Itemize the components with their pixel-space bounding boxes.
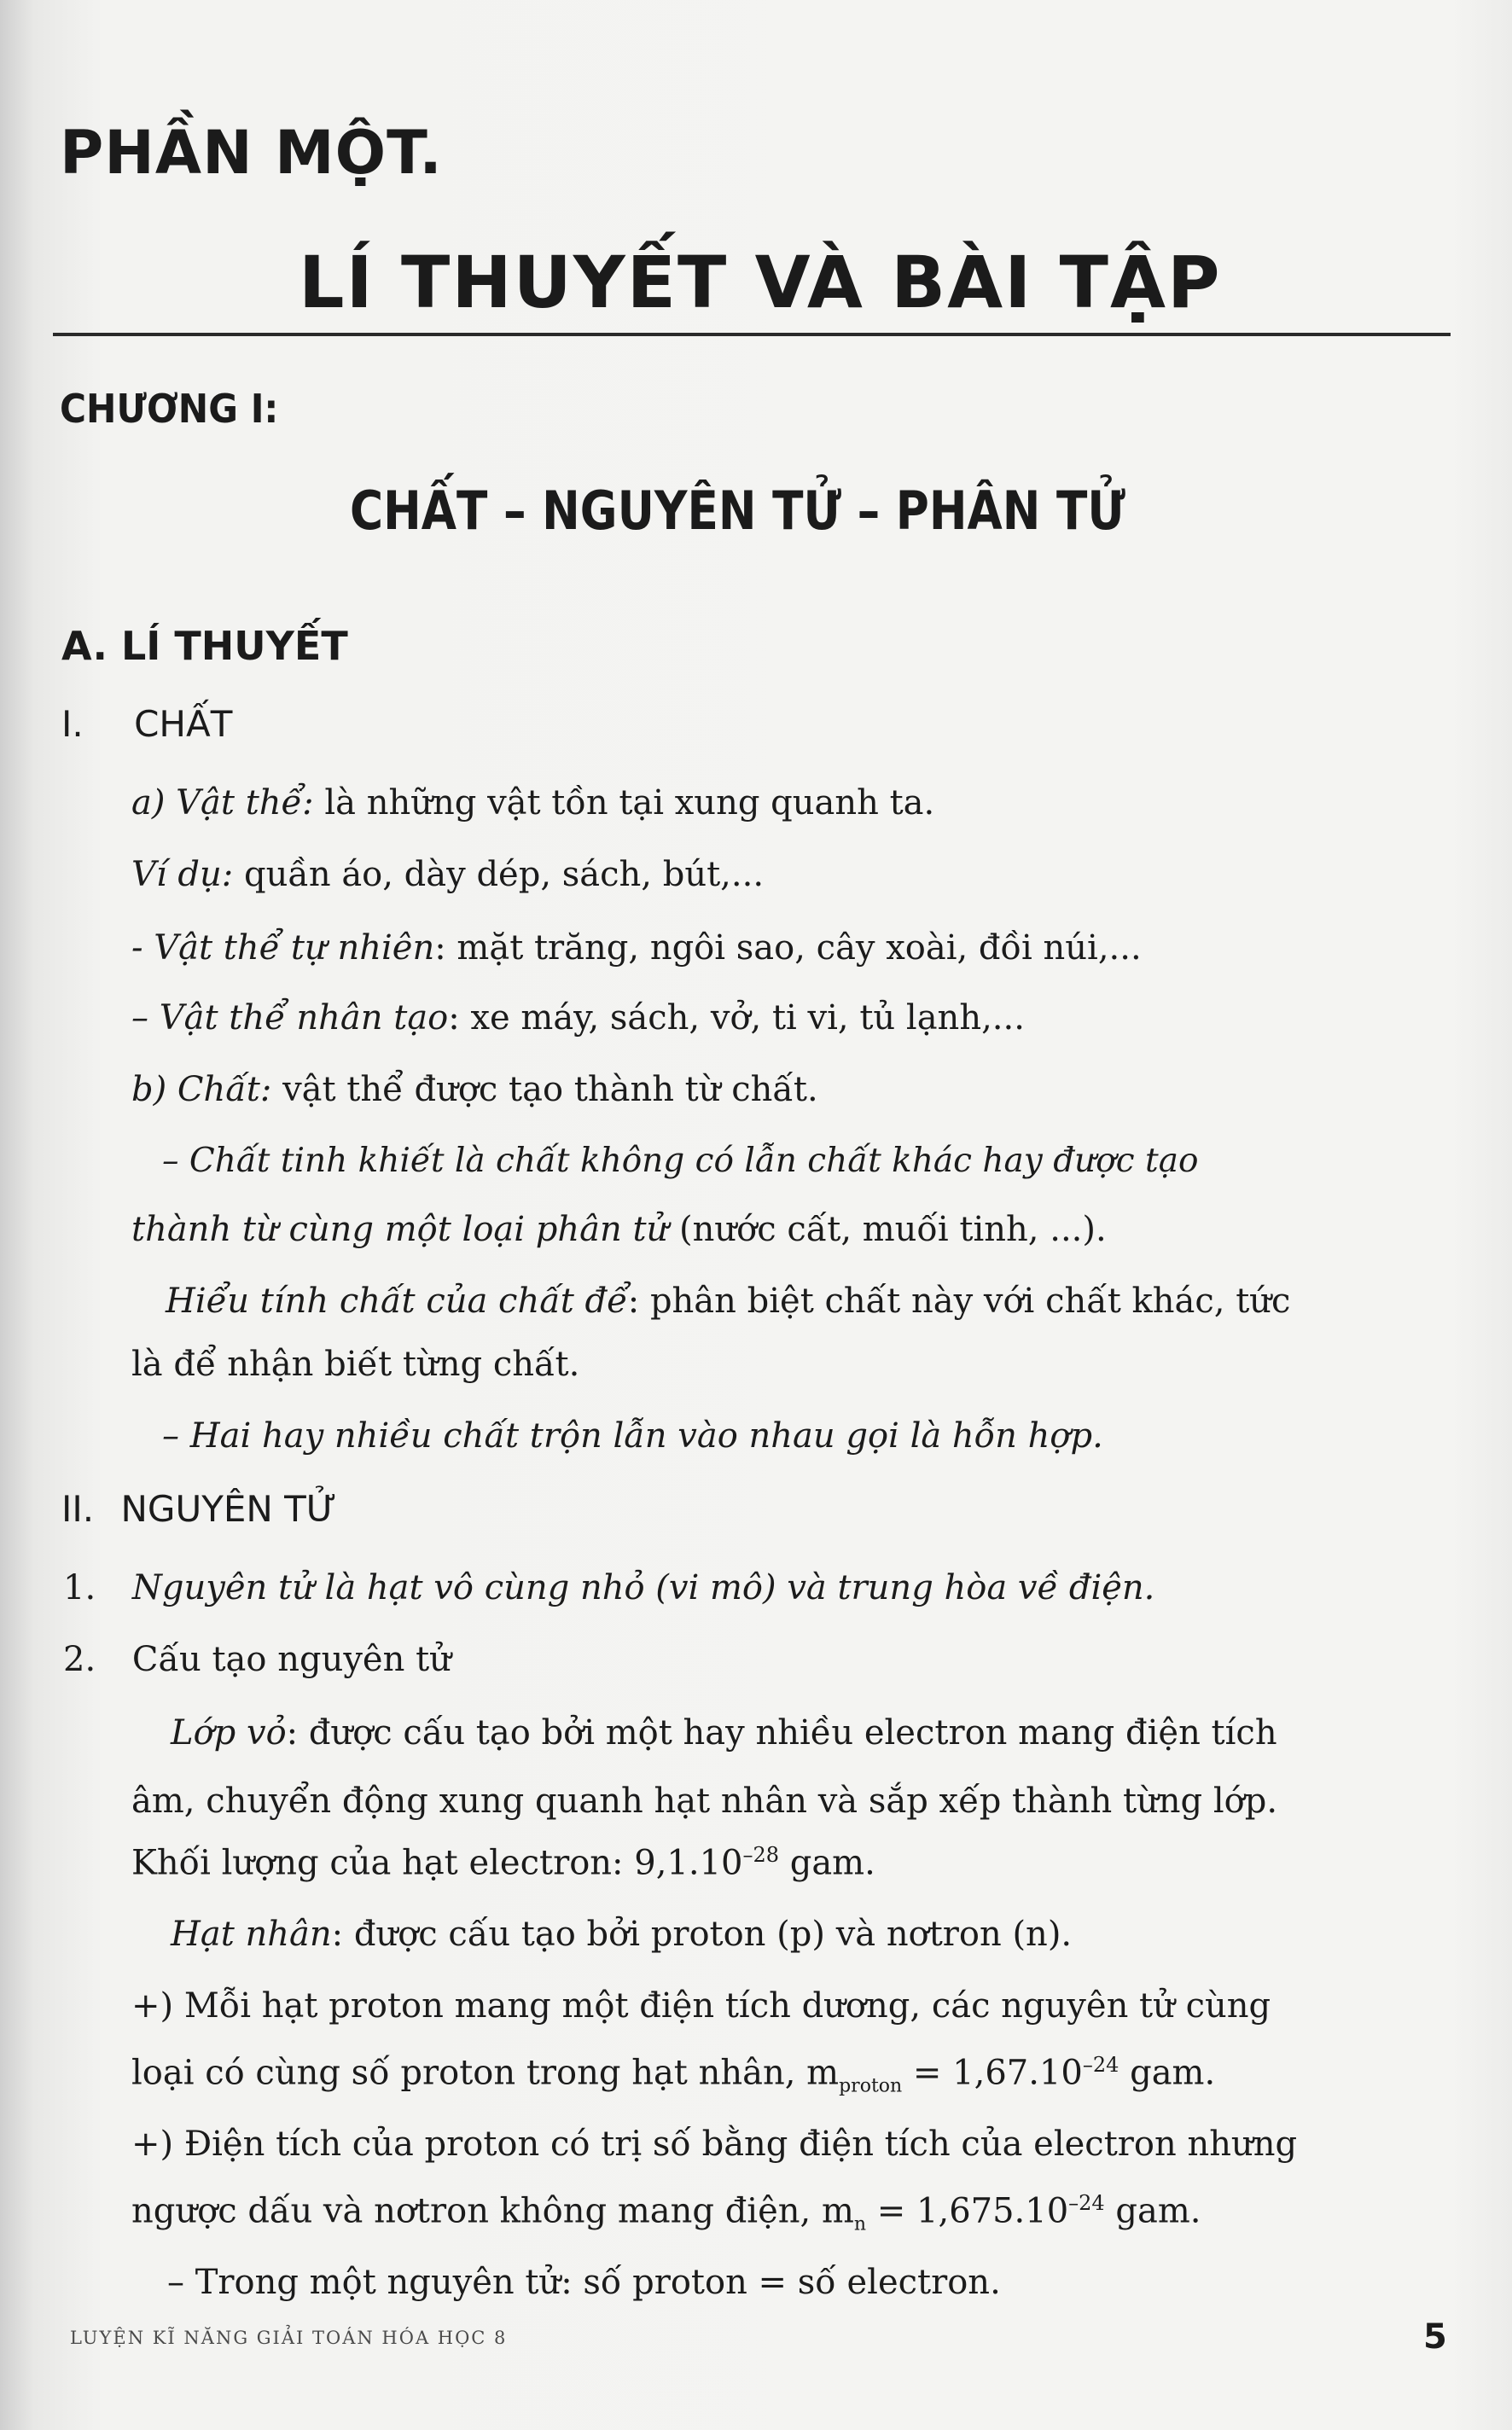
- object-label: a) Vật thể:: [131, 783, 314, 823]
- example-text: quần áo, dày dép, sách, bút,...: [233, 855, 765, 894]
- property-italic: Hiểu tính chất của chất để: [166, 1282, 628, 1321]
- natural-label: - Vật thể tự nhiên: [131, 928, 435, 968]
- page-number: 5: [1423, 2317, 1447, 2357]
- property-rest: : phân biệt chất này với chất khác, tức: [627, 1282, 1291, 1321]
- charge-line-2: [131, 2191, 1201, 2235]
- footer-book-title: LUYỆN KĨ NĂNG GIẢI TOÁN HÓA HỌC 8: [70, 2328, 508, 2348]
- neutron-subscript: n: [853, 2213, 867, 2235]
- atom-item-1: [63, 1568, 1154, 1607]
- pure-rest: (nước cất, muối tinh, ...).: [668, 1210, 1107, 1249]
- heading-number: I.: [61, 703, 84, 745]
- main-title: LÍ THUYẾT VÀ BÀI TẬP: [299, 241, 1222, 324]
- item-text: Nguyên tử là hạt vô cùng nhỏ (vi mô) và trung hòa về điện.: [131, 1568, 1155, 1607]
- property-line-2: là để nhận biết từng chất.: [131, 1345, 580, 1384]
- proton-value: = 1,67.10: [902, 2053, 1083, 2093]
- artificial-label: – Vật thể nhân tạo: [131, 998, 449, 1038]
- shell-label: Lớp vỏ: [171, 1713, 287, 1753]
- section-atom-heading: [61, 1488, 337, 1530]
- pure-substance-line-2: [131, 1210, 1107, 1249]
- electron-mass-unit: gam.: [779, 1843, 875, 1883]
- atom-item-2: [63, 1640, 451, 1679]
- charge-line-1: +) Điện tích của proton có trị số bằng điện tích của electron nhưng: [131, 2125, 1298, 2164]
- pure-substance-line-1: – Chất tinh khiết là chất không có lẫn chất khác hay được tạo: [162, 1142, 1199, 1180]
- shell-text: : được cấu tạo bởi một hay nhiều electron mang điện tích: [286, 1713, 1277, 1753]
- shell-line-2: âm, chuyển động xung quanh hạt nhân và sắp xếp thành từng lớp.: [131, 1782, 1278, 1821]
- substance-definition: [131, 1070, 818, 1109]
- proton-text: loại có cùng số proton trong hạt nhân, m: [131, 2053, 840, 2093]
- balance-line: – Trong một nguyên tử: số proton = số electron.: [167, 2263, 1001, 2302]
- object-definition: [131, 783, 934, 823]
- heading-text: CHẤT: [134, 703, 233, 745]
- nucleus-text: : được cấu tạo bởi proton (p) và nơtron (n).: [331, 1915, 1073, 1954]
- proton-line-1: +) Mỗi hạt proton mang một điện tích dương, các nguyên tử cùng: [131, 1986, 1271, 2026]
- substance-label: b) Chất:: [131, 1070, 272, 1109]
- artificial-text: : xe máy, sách, vở, ti vi, tủ lạnh,...: [448, 998, 1025, 1038]
- section-theory-heading: A. LÍ THUYẾT: [61, 623, 348, 669]
- nucleus-line: [171, 1915, 1072, 1954]
- electron-mass-text: Khối lượng của hạt electron: 9,1.10: [131, 1843, 743, 1883]
- electron-mass-line: [131, 1843, 875, 1882]
- item-text: Cấu tạo nguyên tử: [131, 1640, 451, 1679]
- electron-mass-exponent: –28: [742, 1843, 780, 1867]
- substance-text: vật thể được tạo thành từ chất.: [271, 1070, 818, 1109]
- mixture-line: – Hai hay nhiều chất trộn lẫn vào nhau gọi là hỗn hợp.: [162, 1416, 1103, 1456]
- pure-italic: thành từ cùng một loại phân tử: [131, 1210, 669, 1249]
- chapter-title: CHẤT – NGUYÊN TỬ – PHÂN TỬ: [350, 480, 1125, 542]
- proton-subscript: proton: [839, 2075, 903, 2097]
- heading-number: II.: [61, 1488, 95, 1530]
- item-number: 1.: [63, 1568, 96, 1607]
- artificial-object-line: [131, 998, 1025, 1038]
- object-text: là những vật tồn tại xung quanh ta.: [313, 783, 935, 823]
- example-label: Ví dụ:: [131, 855, 234, 894]
- nucleus-label: Hạt nhân: [171, 1915, 332, 1954]
- example-line: [131, 855, 764, 894]
- natural-text: : mặt trăng, ngôi sao, cây xoài, đồi núi,...: [434, 928, 1142, 968]
- property-line-1: [166, 1282, 1290, 1321]
- neutron-value: = 1,675.10: [866, 2191, 1069, 2231]
- chapter-label: CHƯƠNG I:: [60, 386, 279, 432]
- neutron-exponent: –24: [1068, 2191, 1105, 2215]
- item-number: 2.: [63, 1640, 96, 1679]
- title-divider: [53, 333, 1451, 336]
- heading-text: NGUYÊN TỬ: [120, 1488, 337, 1530]
- proton-line-2: [131, 2053, 1215, 2096]
- proton-exponent: –24: [1082, 2053, 1119, 2077]
- proton-unit: gam.: [1119, 2053, 1216, 2093]
- part-title: PHẦN MỘT.: [60, 118, 443, 188]
- neutron-text: ngược dấu và nơtron không mang điện, m: [131, 2191, 854, 2231]
- shell-line-1: [171, 1713, 1277, 1753]
- section-substance-heading: [61, 703, 232, 745]
- neutron-unit: gam.: [1104, 2191, 1201, 2231]
- natural-object-line: [131, 928, 1142, 968]
